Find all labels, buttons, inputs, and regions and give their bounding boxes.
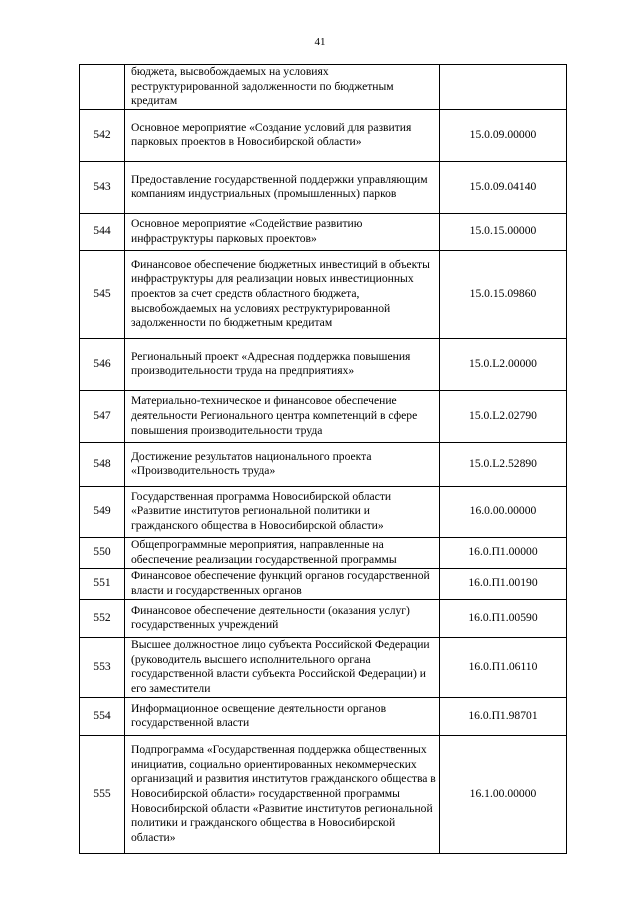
item-name: Региональный проект «Адресная поддержка повышения производительности труда на предприятиях» [125,338,440,390]
item-name: Высшее должностное лицо субъекта Российской Федерации (руководитель высшего исполнительного органа государственной власти субъекта Российской Федерации) и его заместители [125,637,440,697]
target-code: 16.0.00.00000 [440,486,567,537]
target-code: 16.0.П1.98701 [440,697,567,735]
item-name: Финансовое обеспечение деятельности (оказания услуг) государственных учреждений [125,599,440,637]
budget-classification-table [79,64,567,854]
target-code: 16.0.П1.06110 [440,637,567,697]
item-name: Общепрограммные мероприятия, направленные на обеспечение реализации государственной программы [125,537,440,568]
item-name: Достижение результатов национального проекта «Производительность труда» [125,442,440,486]
row-number: 554 [80,697,125,735]
item-name: бюджета, высвобождаемых на условиях реструктурированной задолженности по бюджетным кредитам [125,65,440,110]
target-code: 16.1.00.00000 [440,735,567,853]
item-name: Основное мероприятие «Создание условий для развития парковых проектов в Новосибирской области» [125,109,440,161]
target-code: 15.0.L2.00000 [440,338,567,390]
table-row [80,161,567,213]
target-code [440,65,567,110]
target-code: 15.0.L2.52890 [440,442,567,486]
item-name: Материально-техническое и финансовое обеспечение деятельности Регионального центра компетенций в сфере повышения производительности труда [125,390,440,442]
target-code: 16.0.П1.00590 [440,599,567,637]
target-code: 15.0.09.00000 [440,109,567,161]
item-name: Подпрограмма «Государственная поддержка общественных инициатив, социально ориентированных некоммерческих организаций и развития институтов гражданского общества в Новосибирской области» государственной программы Новосибирской области «Развитие институтов региональной политики и гражданского общества в Новосибирской области» [125,735,440,853]
row-number [80,65,125,110]
target-code: 15.0.15.09860 [440,250,567,338]
table-row [80,637,567,697]
table-row [80,599,567,637]
table-row [80,735,567,853]
table-row [80,568,567,599]
row-number: 551 [80,568,125,599]
table-row [80,697,567,735]
target-code: 15.0.09.04140 [440,161,567,213]
table-row [80,213,567,250]
row-number: 548 [80,442,125,486]
page-number: 41 [314,36,326,48]
row-number: 555 [80,735,125,853]
row-number: 547 [80,390,125,442]
row-number: 550 [80,537,125,568]
target-code: 16.0.П1.00000 [440,537,567,568]
table-row [80,109,567,161]
row-number: 549 [80,486,125,537]
target-code: 16.0.П1.00190 [440,568,567,599]
row-number: 546 [80,338,125,390]
table-row [80,486,567,537]
table-row [80,338,567,390]
item-name: Финансовое обеспечение бюджетных инвестиций в объекты инфраструктуры для реализации новых инвестиционных проектов за счет средств областного бюджета, высвобождаемых на условиях реструктурированной задолженности по бюджетным кредитам [125,250,440,338]
row-number: 544 [80,213,125,250]
item-name: Финансовое обеспечение функций органов государственной власти и государственных органов [125,568,440,599]
item-name: Информационное освещение деятельности органов государственной власти [125,697,440,735]
table-row [80,65,567,110]
item-name: Основное мероприятие «Содействие развитию инфраструктуры парковых проектов» [125,213,440,250]
item-name: Государственная программа Новосибирской области «Развитие институтов региональной политики и гражданского общества в Новосибирской области» [125,486,440,537]
row-number: 553 [80,637,125,697]
table-row [80,250,567,338]
row-number: 552 [80,599,125,637]
table-row [80,390,567,442]
item-name: Предоставление государственной поддержки управляющим компаниям индустриальных (промышленных) парков [125,161,440,213]
table-row [80,537,567,568]
row-number: 543 [80,161,125,213]
row-number: 545 [80,250,125,338]
target-code: 15.0.L2.02790 [440,390,567,442]
row-number: 542 [80,109,125,161]
target-code: 15.0.15.00000 [440,213,567,250]
table-row [80,442,567,486]
